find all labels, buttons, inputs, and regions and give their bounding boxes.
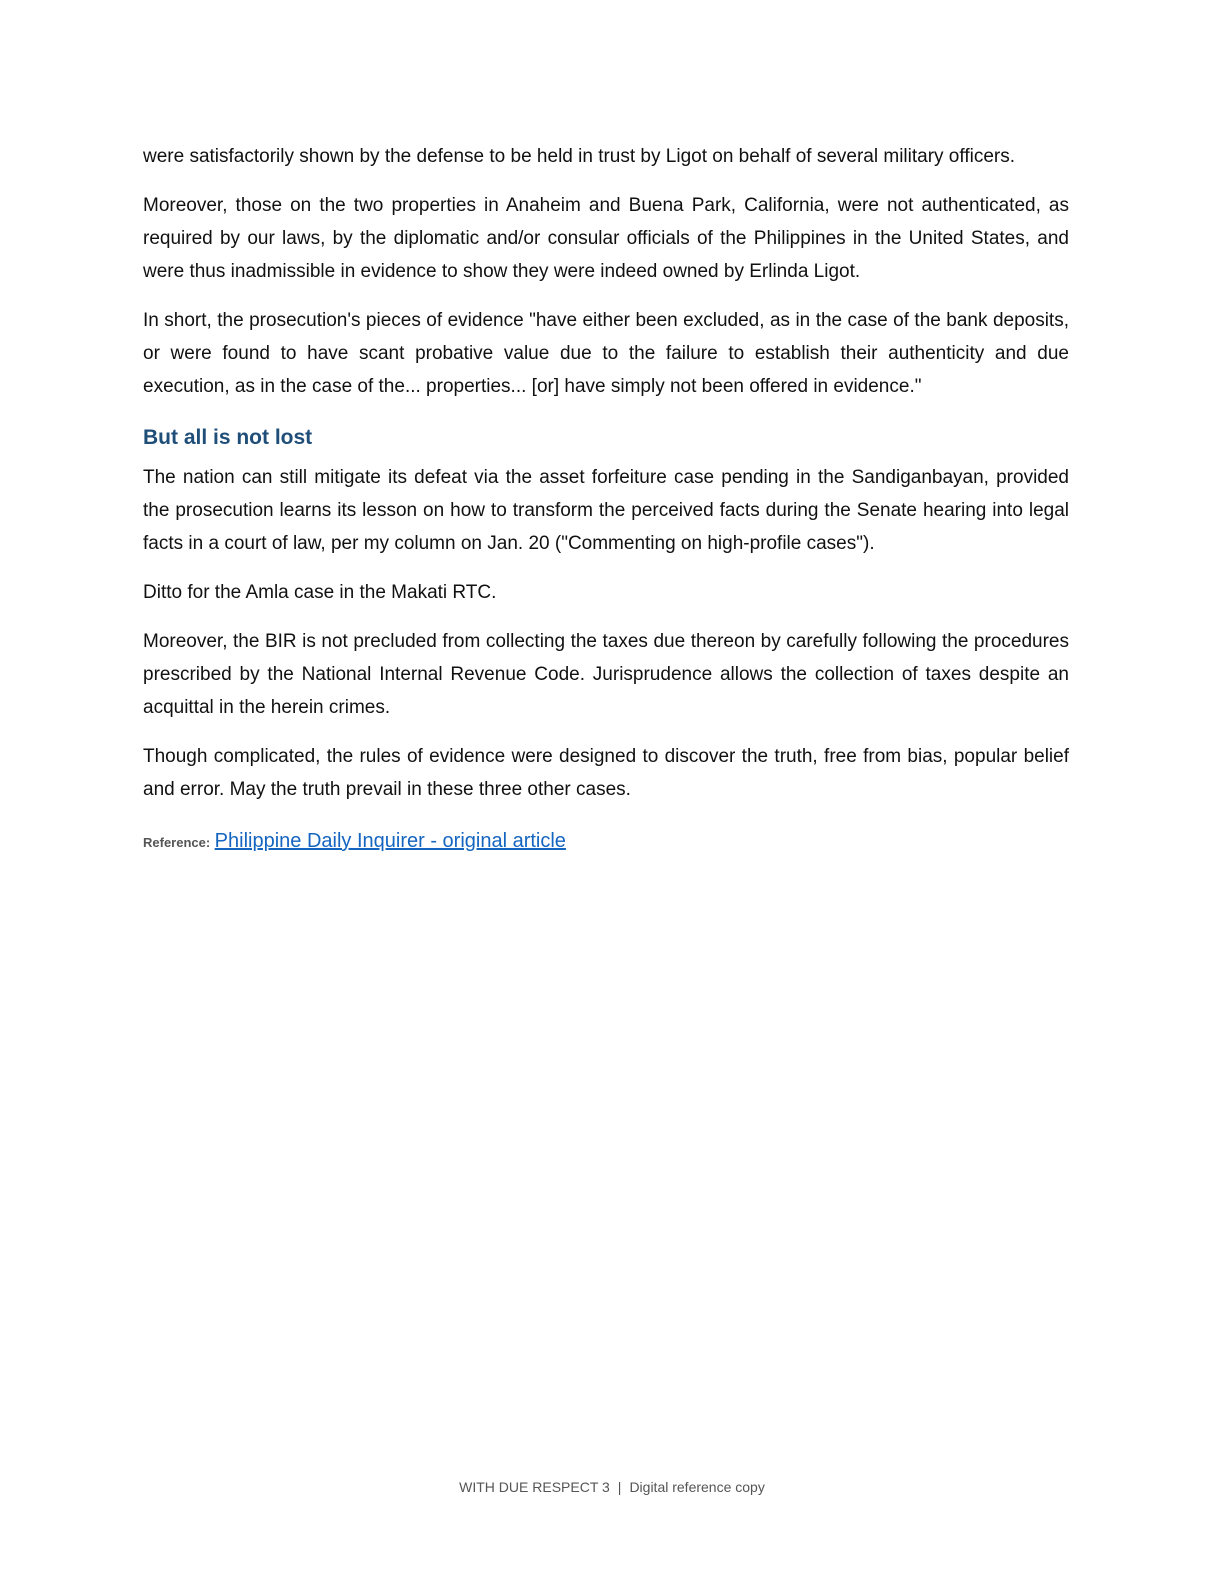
reference-link[interactable]: Philippine Daily Inquirer - original article — [214, 830, 566, 852]
paragraph: were satisfactorily shown by the defense to be held in trust by Ligot on behalf of several military officers. — [143, 146, 1015, 167]
page-footer — [0, 1479, 1224, 1495]
paragraph: Moreover, the BIR is not precluded from collecting the taxes due thereon by carefully following the procedures prescribed by the National Internal Revenue Code. Jurisprudence allows the collection of taxes despite an acquittal in the herein crimes. — [143, 631, 1069, 718]
paragraph: Moreover, those on the two properties in Anaheim and Buena Park, California, were not authenticated, as required by our laws, by the diplomatic and/or consular officials of the Philippines in the United States, and were thus inadmissible in evidence to show they were indeed owned by Erlinda Ligot. — [143, 195, 1069, 282]
footer-separator: | — [617, 1479, 622, 1495]
paragraph: Ditto for the Amla case in the Makati RTC. — [143, 582, 497, 603]
section-heading: But all is not lost — [143, 426, 313, 449]
paragraph: Though complicated, the rules of evidence were designed to discover the truth, free from bias, popular belief and error. May the truth prevail in these three other cases. — [143, 746, 1069, 800]
document-body — [143, 140, 1069, 858]
reference-label: Reference: — [143, 835, 211, 850]
paragraph: The nation can still mitigate its defeat via the asset forfeiture case pending in the Sandiganbayan, provided the prosecution learns its lesson on how to transform the perceived facts during the Senate hearing into legal facts in a court of law, per my column on Jan. 20 ("Commenting on high-profile cases"). — [143, 467, 1069, 554]
paragraph: In short, the prosecution's pieces of evidence "have either been excluded, as in the case of the bank deposits, or were found to have scant probative value due to the failure to establish their authenticity and due execution, as in the case of the... properties... [or] have simply not been offered in evidence." — [143, 310, 1069, 397]
reference-line — [143, 826, 1069, 858]
footer-note: Digital reference copy — [629, 1479, 765, 1495]
footer-title: WITH DUE RESPECT 3 — [459, 1479, 610, 1495]
